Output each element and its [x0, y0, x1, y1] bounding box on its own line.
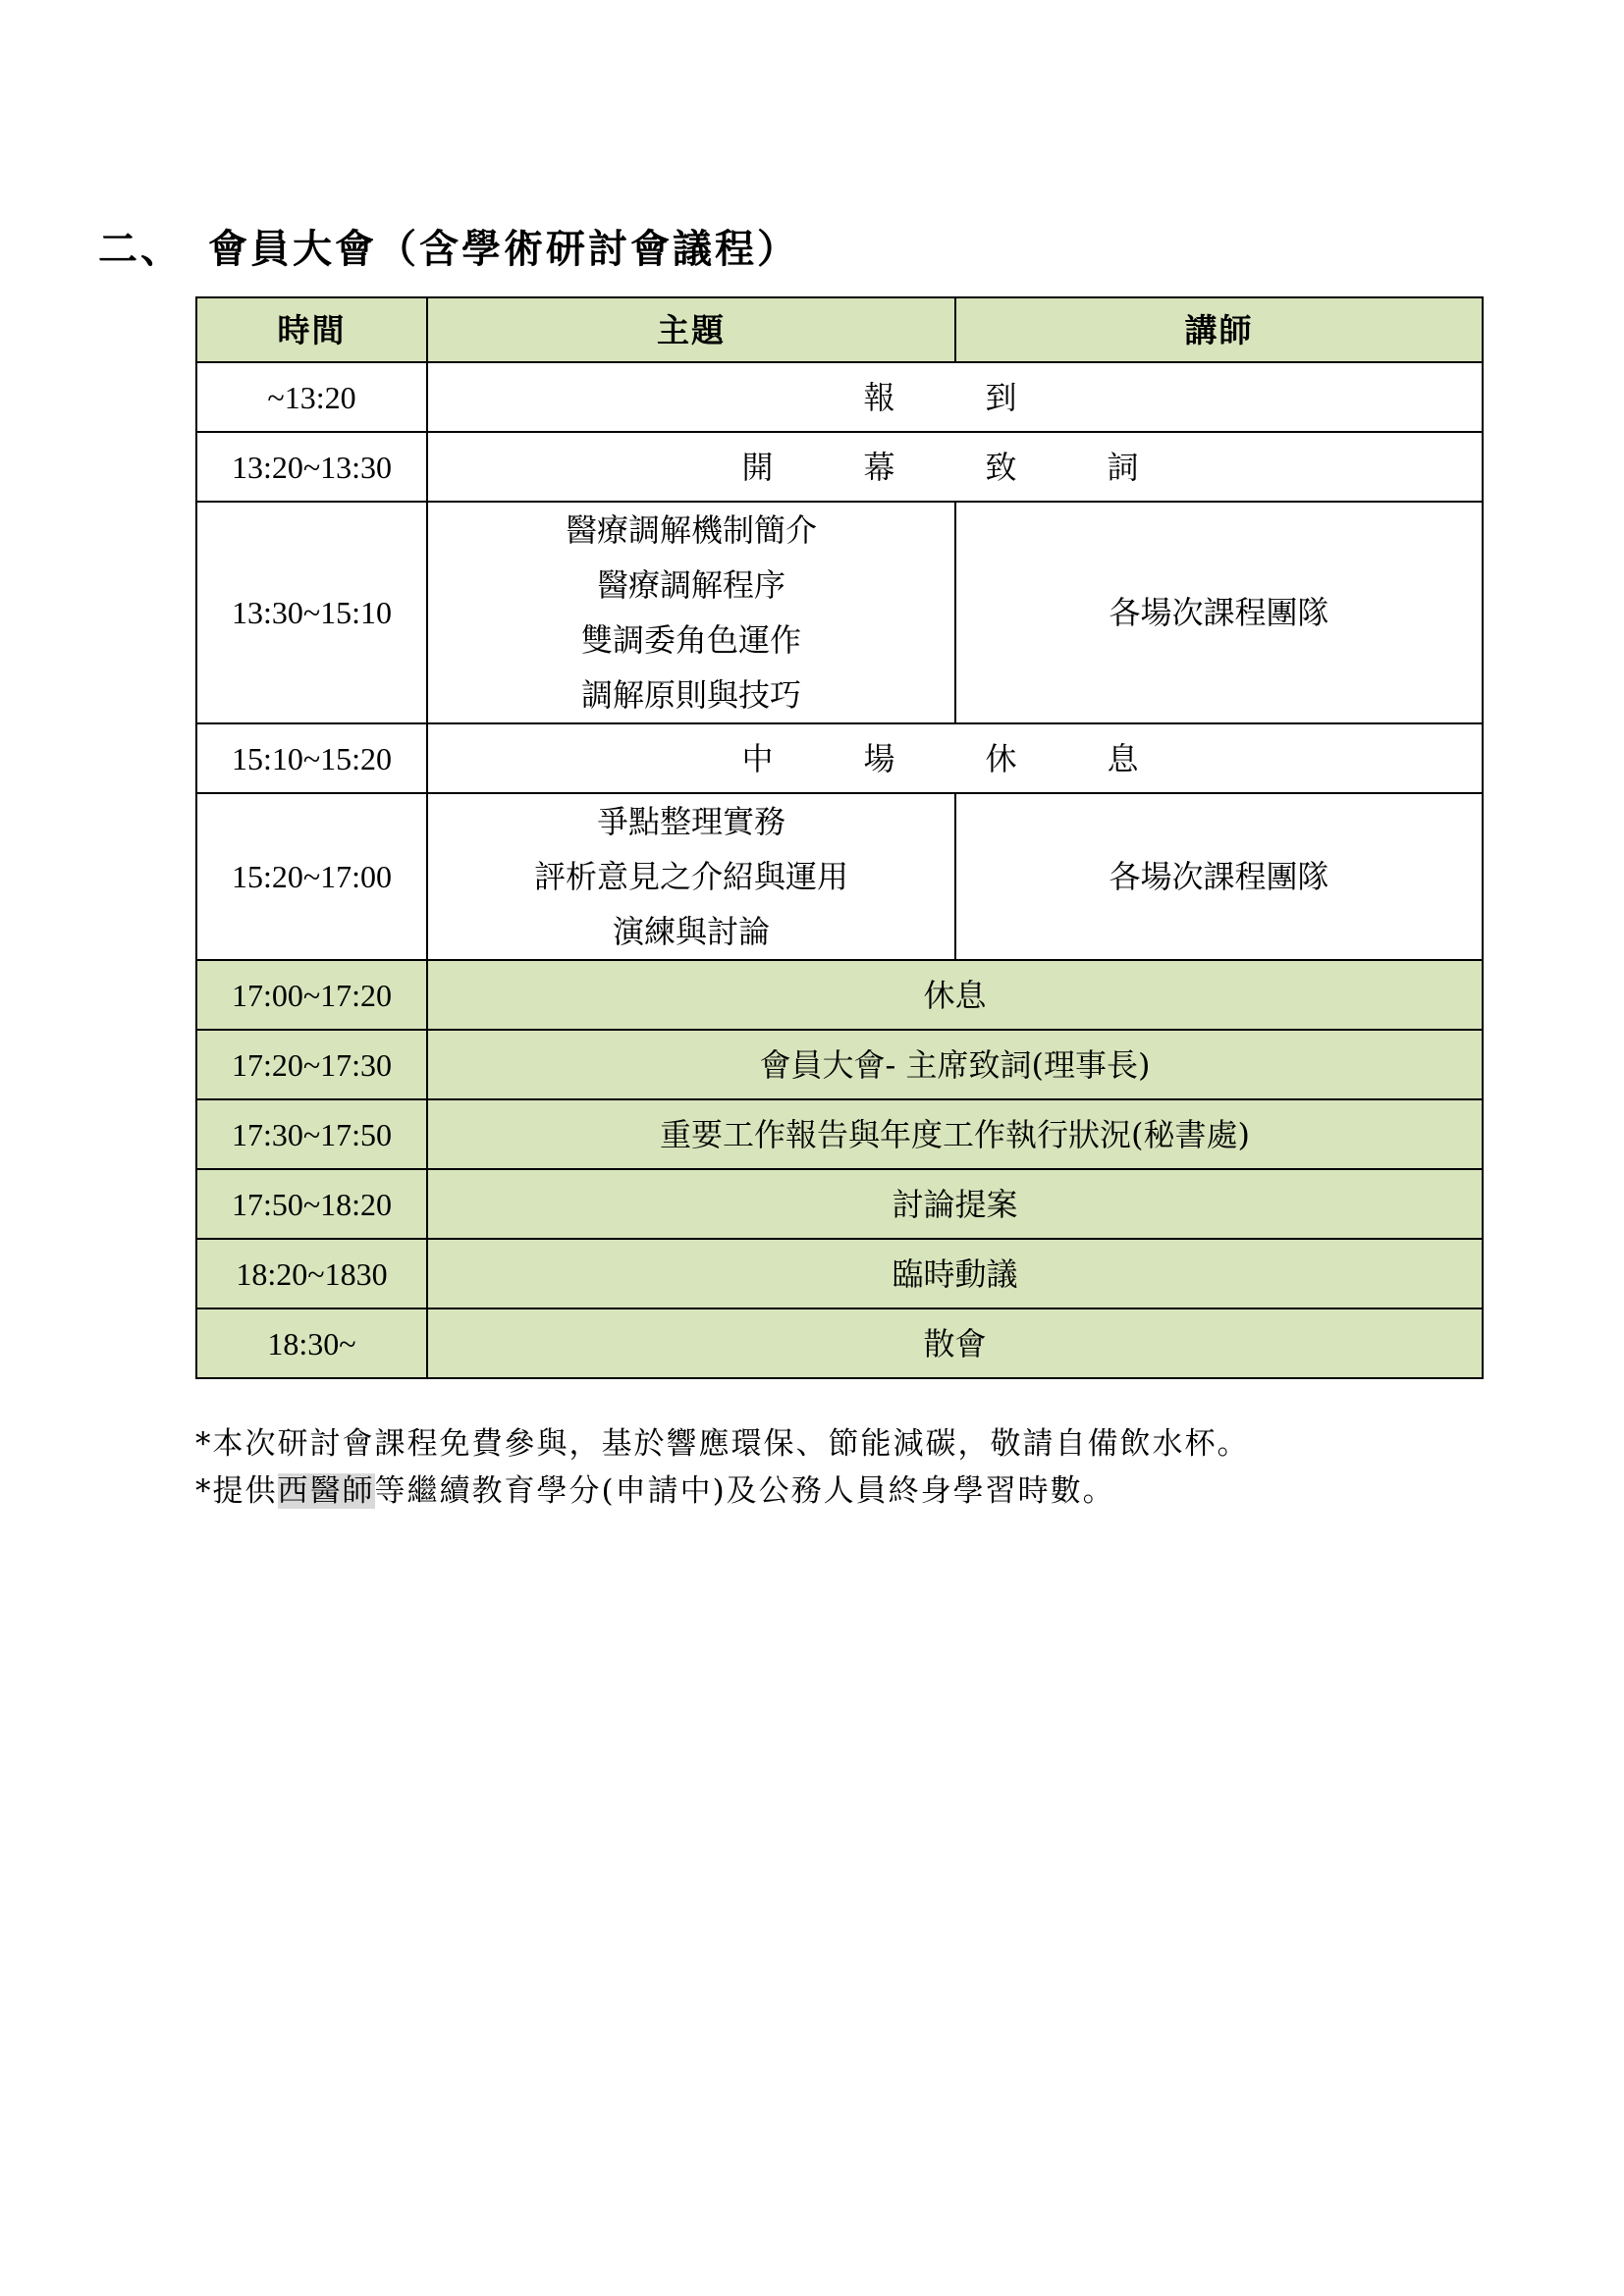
time-cell: 17:30~17:50	[196, 1099, 427, 1169]
table-row	[196, 1169, 1483, 1239]
note-line	[195, 1468, 1250, 1515]
topic-cell: 開 幕 致 詞	[427, 432, 1483, 502]
notes	[195, 1420, 1250, 1515]
header-topic: 主題	[427, 297, 955, 362]
topic-cell: 中 場 休 息	[427, 723, 1483, 793]
header-speaker: 講師	[955, 297, 1483, 362]
topic-line: 調解原則與技巧	[580, 676, 801, 714]
topic-line: 醫療調解機制簡介	[565, 511, 817, 549]
table-row	[196, 1308, 1483, 1378]
highlighted-text: 西醫師	[277, 1473, 375, 1509]
note-suffix: 等繼續教育學分(申請中)及公務人員終身學習時數。	[374, 1473, 1115, 1509]
table-row	[196, 1099, 1483, 1169]
topic-cell: 散會	[427, 1308, 1483, 1378]
time-cell: 17:20~17:30	[196, 1030, 427, 1099]
topic-cell: 討論提案	[427, 1169, 1483, 1239]
table-row	[196, 1030, 1483, 1099]
table-header-row	[196, 297, 1483, 362]
table-row	[196, 793, 1483, 960]
time-cell: 13:30~15:10	[196, 502, 427, 723]
note-prefix: *提供	[195, 1473, 278, 1509]
topic-line: 爭點整理實務	[596, 803, 785, 840]
topic-cell: 重要工作報告與年度工作執行狀況(秘書處)	[427, 1099, 1483, 1169]
topic-line: 評析意見之介紹與運用	[533, 858, 848, 895]
note-line: *本次研討會課程免費參與，基於響應環保、節能減碳，敬請自備飲水杯。	[195, 1426, 1250, 1462]
table-row	[196, 960, 1483, 1030]
time-cell: 15:10~15:20	[196, 723, 427, 793]
header-time: 時間	[196, 297, 427, 362]
topic-cell: 會員大會- 主席致詞(理事長)	[427, 1030, 1483, 1099]
topic-cell: 休息	[427, 960, 1483, 1030]
topic-cell	[427, 793, 955, 960]
time-cell: 17:50~18:20	[196, 1169, 427, 1239]
time-cell: ~13:20	[196, 362, 427, 432]
topic-line: 雙調委角色運作	[580, 621, 801, 659]
speaker-cell: 各場次課程團隊	[955, 502, 1483, 723]
table-row	[196, 362, 1483, 432]
time-cell: 15:20~17:00	[196, 793, 427, 960]
speaker-cell: 各場次課程團隊	[955, 793, 1483, 960]
topic-line: 醫療調解程序	[596, 566, 785, 604]
time-cell: 13:20~13:30	[196, 432, 427, 502]
topic-cell: 報 到	[427, 362, 1483, 432]
section-number: 二、	[98, 227, 183, 272]
time-cell: 18:30~	[196, 1308, 427, 1378]
agenda-table	[195, 296, 1484, 1379]
topic-cell: 臨時動議	[427, 1239, 1483, 1308]
table-row	[196, 723, 1483, 793]
section-heading	[98, 218, 799, 274]
section-title: 會員大會（含學術研討會議程）	[208, 227, 799, 272]
time-cell: 18:20~1830	[196, 1239, 427, 1308]
topic-line: 演練與討論	[612, 913, 770, 950]
table-row	[196, 502, 1483, 723]
topic-cell	[427, 502, 955, 723]
table-row	[196, 432, 1483, 502]
time-cell: 17:00~17:20	[196, 960, 427, 1030]
table-row	[196, 1239, 1483, 1308]
